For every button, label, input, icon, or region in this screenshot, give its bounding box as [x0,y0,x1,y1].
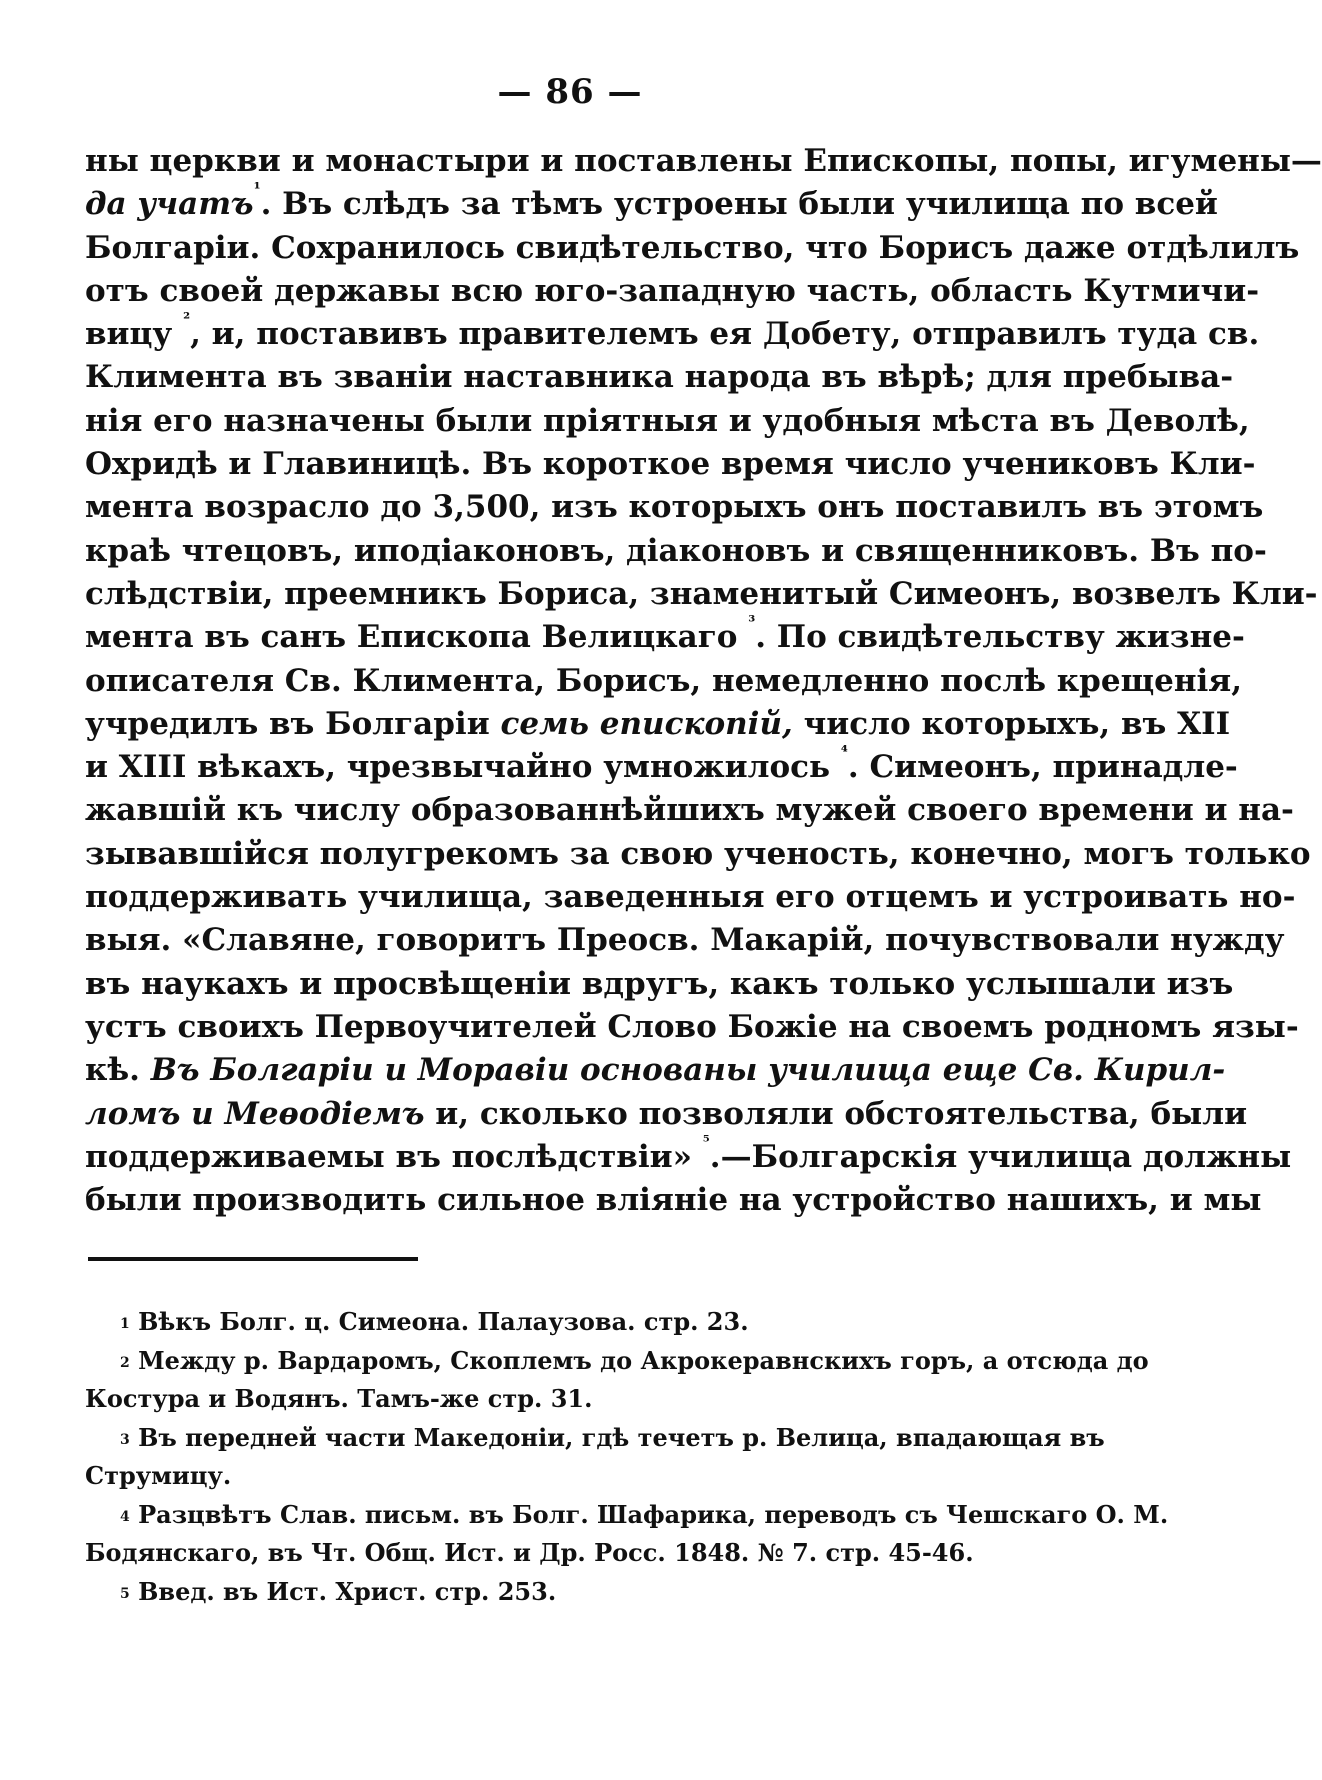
footnote-3-cont: Струмицу. [85,1461,232,1490]
text-line: устъ своихъ Первоучителей Слово Божіе на своемъ родномъ язы- [85,1008,1299,1045]
text-line: да учатъ$^{^1}$. Въ слѣдъ за тѣмъ устроены были училища по всей [85,179,1218,223]
footnote-1: $^1$ Вѣкъ Болг. ц. Симеона. Палаузова. стр. 23. [120,1307,749,1336]
footnote-divider [88,1257,418,1261]
text-line: кѣ. Въ Болгаріи и Моравіи основаны училища еще Св. Кирил- [85,1052,1226,1089]
footnotes [85,1303,1169,1611]
text-line: мента въ санъ Епископа Велицкаго $^{^3}$. По свидѣтельству жизне- [85,612,1245,656]
text-line: учредилъ въ Болгаріи семь епископій, число которыхъ, въ XII [85,705,1231,742]
text-line: ломъ и Меѳодіемъ и, сколько позволяли обстоятельства, были [85,1095,1248,1132]
text-line: вицу $^{^2}$, и, поставивъ правителемъ ея Добету, отправилъ туда св. [85,309,1260,353]
text-line: въ наукахъ и просвѣщеніи вдругъ, какъ только услышали изъ [85,965,1234,1002]
footnote-5: $^5$ Введ. въ Ист. Христ. стр. 253. [120,1576,557,1606]
text-line: поддерживать училища, заведенныя его отцемъ и устроивать но- [85,879,1296,916]
page-number: — 86 — [497,72,643,112]
text-line: мента возрасло до 3,500, изъ которыхъ онъ поставилъ въ этомъ [85,489,1264,526]
text-line: поддерживаемы въ послѣдствіи» $^{^5}$.—Болгарскія училища должны [85,1131,1292,1175]
text-line: выя. «Славяне, говоритъ Преосв. Макарій, почувствовали нужду [85,922,1285,959]
text-line: краѣ чтецовъ, иподіаконовъ, діаконовъ и священниковъ. Въ по- [85,532,1267,569]
text-line: отъ своей державы всю юго-западную часть, область Кутмичи- [85,272,1260,309]
footnote-4-cont: Бодянскаго, въ Чт. Общ. Ист. и Др. Росс. 1848. № 7. стр. 45-46. [85,1538,974,1567]
body-text [85,140,1322,1222]
text-line: и XIII вѣкахъ, чрезвычайно умножилось $^{^4}$. Симеонъ, принадле- [85,742,1238,786]
footnote-2-cont: Костура и Водянъ. Тамъ-же стр. 31. [85,1384,593,1413]
footnote-2: $^2$ Между р. Вардаромъ, Скоплемъ до Акрокеравнскихъ горъ, а отсюда до [120,1345,1149,1375]
text-line: ны церкви и монастыри и поставлены Епископы, попы, игумены— [85,143,1322,179]
footnote-3: $^3$ Въ передней части Македоніи, гдѣ течетъ р. Велица, впадающая въ [120,1422,1105,1452]
text-line: зывавшійся полугрекомъ за свою ученость, конечно, могъ только [85,835,1311,872]
text-line: были производить сильное вліяніе на устройство нашихъ, и мы [85,1182,1262,1219]
footnote-4: $^4$ Разцвѣтъ Слав. письм. въ Болг. Шафарика, переводъ съ Чешскаго О. М. [120,1499,1169,1529]
text-line: нія его назначены были пріятныя и удобныя мѣста въ Деволѣ, [85,402,1250,439]
text-line: описателя Св. Климента, Борисъ, немедленно послѣ крещенія, [85,662,1243,699]
text-line: Болгаріи. Сохранилось свидѣтельство, что Борисъ даже отдѣлилъ [85,229,1300,266]
text-line: Охридѣ и Главиницѣ. Въ короткое время число учениковъ Кли- [85,446,1256,483]
text-line: слѣдствіи, преемникъ Бориса, знаменитый Симеонъ, возвелъ Кли- [85,575,1318,612]
text-line: Климента въ званіи наставника народа въ вѣрѣ; для пребыва- [85,359,1234,396]
text-line: жавшій къ числу образованнѣйшихъ мужей своего времени и на- [85,792,1294,829]
